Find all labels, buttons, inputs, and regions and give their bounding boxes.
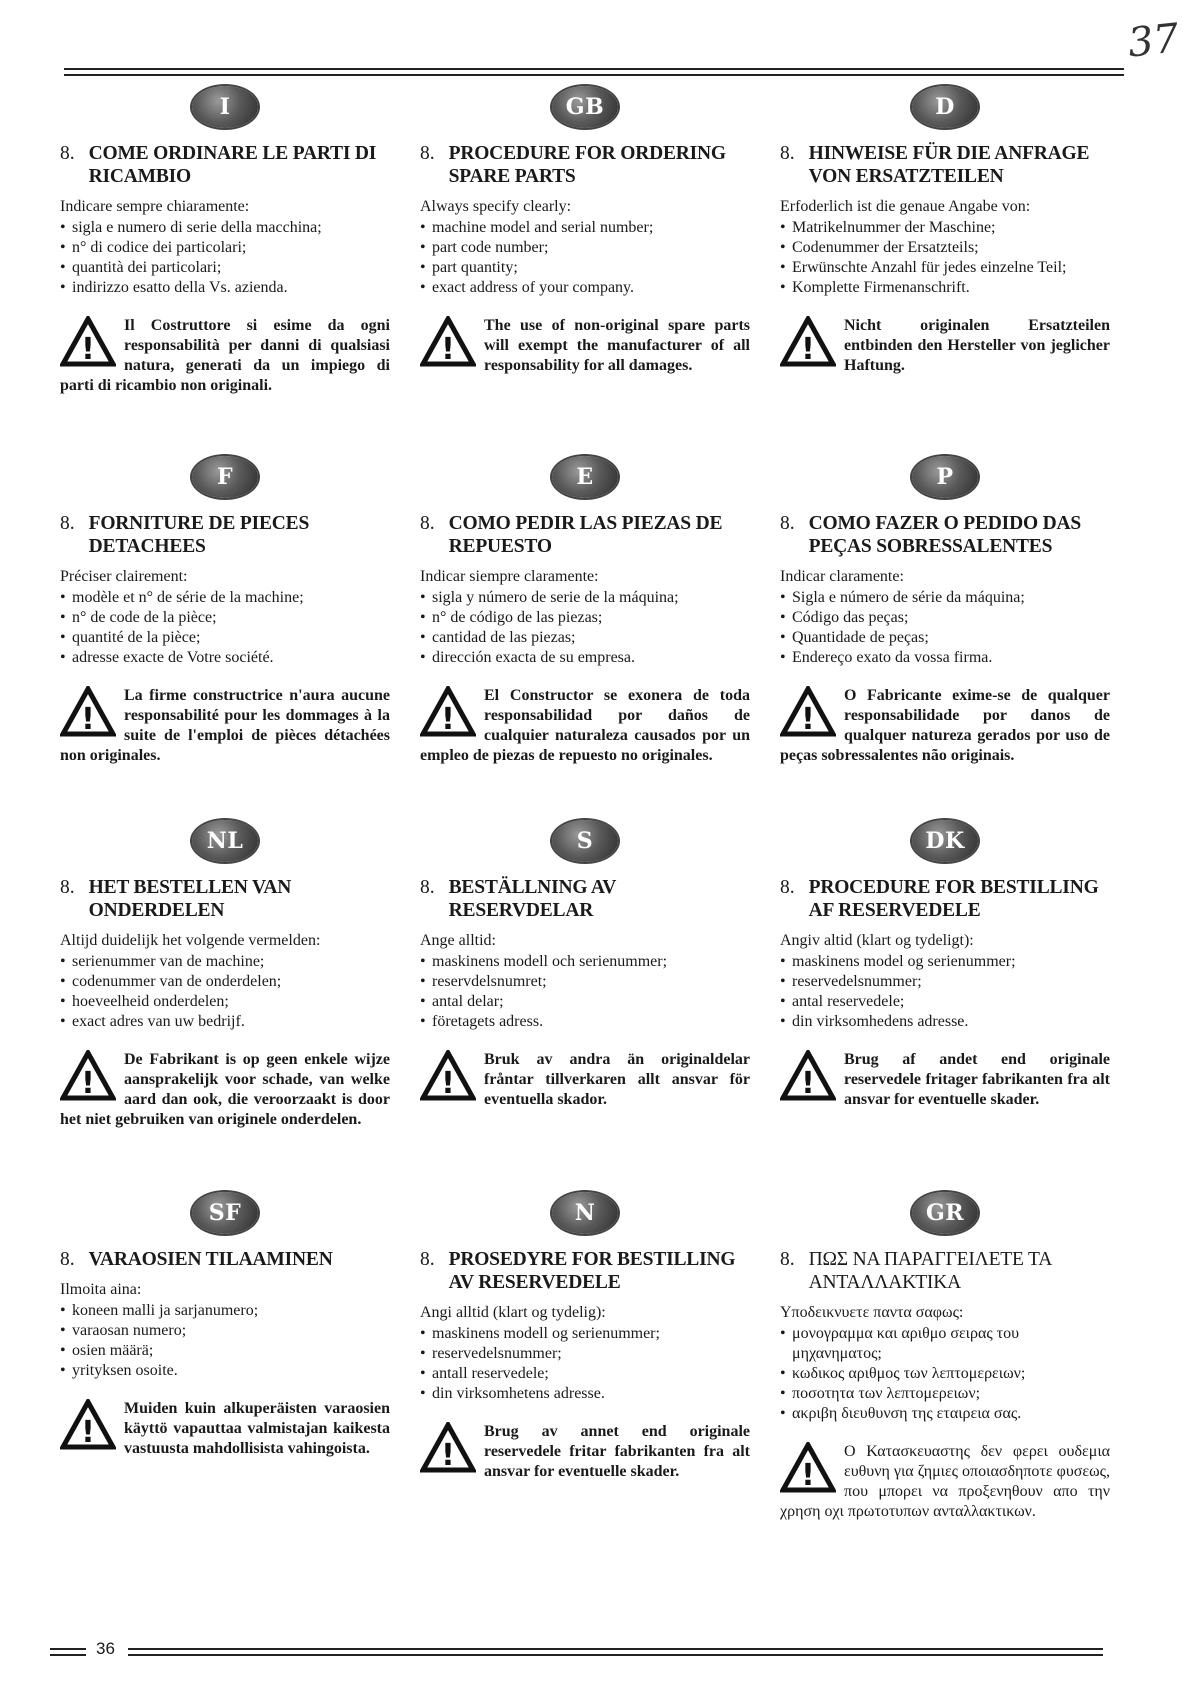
svg-text:!: ! — [81, 702, 95, 737]
list-item: • κωδικος αριθμος των λεπτομερειων; — [780, 1364, 1110, 1384]
warning-text: El Constructor se exonera de toda responsabilidad por daños de cualquier naturaleza causados por un empleo de piezas de repuesto no originales. — [420, 687, 750, 764]
warning-text: Nicht originalen Ersatzteilen entbinden den Hersteller von jeglicher Haftung. — [844, 317, 1110, 374]
section-english — [420, 86, 750, 376]
section-title: 8. VARAOSIEN TILAAMINEN — [60, 1249, 333, 1270]
language-badge: E — [552, 456, 618, 498]
svg-text:!: ! — [81, 1415, 95, 1450]
section-title: 8. BESTÄLLNING AV RESERVDELAR — [420, 877, 616, 921]
warning-text: Muiden kuin alkuperäisten varaosien käyttö vapauttaa valmistajan kaikesta vastuusta mahdollisista vahingoista. — [124, 1400, 390, 1457]
item-list — [60, 218, 390, 298]
list-item: • osien määrä; — [60, 1341, 390, 1361]
item-list — [780, 588, 1110, 668]
item-list — [60, 1301, 390, 1381]
warning-block — [420, 316, 750, 376]
intro-text: Indicar claramente: — [780, 568, 904, 585]
svg-text:!: ! — [801, 1066, 815, 1101]
list-item: • serienummer van de machine; — [60, 952, 390, 972]
section-title: 8. PROSEDYRE FOR BESTILLING AV RESERVEDELE — [420, 1249, 736, 1293]
warning-triangle-icon — [60, 1050, 116, 1102]
list-item: • sigla e numero di serie della macchina; — [60, 218, 390, 238]
svg-text:!: ! — [801, 702, 815, 737]
warning-block — [420, 1050, 750, 1110]
language-badge: SF — [192, 1192, 258, 1234]
list-item: • machine model and serial number; — [420, 218, 750, 238]
svg-text:!: ! — [441, 1066, 455, 1101]
list-item: • cantidad de las piezas; — [420, 628, 750, 648]
section-german — [780, 86, 1110, 376]
warning-triangle-icon — [420, 1050, 476, 1102]
section-swedish — [420, 820, 750, 1110]
section-french — [60, 456, 390, 766]
list-item: • codenummer van de onderdelen; — [60, 972, 390, 992]
warning-text: Il Costruttore si esime da ogni responsabilità per danni di qualsiasi natura, generati da un impiego di parti di ricambio non originali. — [60, 317, 390, 394]
list-item: • Erwünschte Anzahl für jedes einzelne Teil; — [780, 258, 1110, 278]
warning-triangle-icon — [420, 686, 476, 738]
warning-triangle-icon — [780, 1442, 836, 1494]
section-title: 8. HET BESTELLEN VAN ONDERDELEN — [60, 877, 292, 921]
section-italian — [60, 86, 390, 396]
warning-block — [60, 1050, 390, 1130]
page-number: 36 — [96, 1639, 115, 1658]
list-item: • Codenummer der Ersatzteils; — [780, 238, 1110, 258]
list-item: • maskinens modell och serienummer; — [420, 952, 750, 972]
section-title: 8. PROCEDURE FOR BESTILLING AF RESERVEDELE — [780, 877, 1099, 921]
list-item: • quantité de la pièce; — [60, 628, 390, 648]
top-rule — [64, 68, 1124, 76]
warning-triangle-icon — [60, 316, 116, 368]
language-badge: I — [192, 86, 258, 128]
warning-text: The use of non-original spare parts will exempt the manufacturer of all responsability for all damages. — [484, 317, 750, 374]
language-badge: F — [192, 456, 258, 498]
language-badge: GB — [552, 86, 618, 128]
list-item: • reservedelsnummer; — [780, 972, 1110, 992]
language-badge: N — [552, 1192, 618, 1234]
warning-block — [780, 1050, 1110, 1110]
warning-text: O Κατασκευαστης δεν φερει ουδεμια ευθυνη για ζημιες οποιασδηποτε φυσεως, που μπορει να προξενηθουν απο την χρηση οχι πρωτοτυπων ανταλλακτικων. — [780, 1443, 1110, 1520]
svg-text:!: ! — [441, 702, 455, 737]
warning-block — [780, 316, 1110, 376]
language-badge: DK — [912, 820, 978, 862]
section-finnish — [60, 1192, 390, 1459]
footer-rule — [128, 1648, 1103, 1656]
list-item: • reservedelsnummer; — [420, 1344, 750, 1364]
svg-text:!: ! — [441, 332, 455, 367]
warning-block — [60, 1399, 390, 1459]
list-item: • yrityksen osoite. — [60, 1361, 390, 1381]
svg-text:!: ! — [81, 332, 95, 367]
section-portuguese — [780, 456, 1110, 766]
list-item: • ακριβη διευθυνση της εταιρεια σας. — [780, 1404, 1110, 1424]
warning-block — [420, 1422, 750, 1482]
list-item: • exact adres van uw bedrijf. — [60, 1012, 390, 1032]
section-norwegian — [420, 1192, 750, 1482]
section-title: 8. COMO PEDIR LAS PIEZAS DE REPUESTO — [420, 513, 723, 557]
list-item: • n° de code de la pièce; — [60, 608, 390, 628]
list-item: • exact address of your company. — [420, 278, 750, 298]
warning-text: Bruk av andra än originaldelar fråntar tillverkaren allt ansvar för eventuella skador. — [484, 1051, 750, 1108]
language-badge: D — [912, 86, 978, 128]
item-list — [780, 1324, 1110, 1424]
list-item: • antal reservedele; — [780, 992, 1110, 1012]
intro-text: Ange alltid: — [420, 932, 496, 949]
intro-text: Υποδεικνυετε παντα σαφως: — [780, 1304, 964, 1321]
item-list — [420, 1324, 750, 1404]
list-item: • maskinens model og serienummer; — [780, 952, 1110, 972]
intro-text: Indicar siempre claramente: — [420, 568, 599, 585]
language-badge: S — [552, 820, 618, 862]
svg-text:!: ! — [801, 332, 815, 367]
intro-text: Indicare sempre chiaramente: — [60, 198, 250, 215]
list-item: • sigla y número de serie de la máquina; — [420, 588, 750, 608]
intro-text: Erfoderlich ist die genaue Angabe von: — [780, 198, 1031, 215]
item-list — [420, 588, 750, 668]
warning-triangle-icon — [780, 686, 836, 738]
warning-triangle-icon — [420, 1422, 476, 1474]
list-item: • adresse exacte de Votre société. — [60, 648, 390, 668]
svg-text:!: ! — [441, 1438, 455, 1473]
list-item: • μονογραμμα και αριθμο σειρας του μηχανηματος; — [780, 1324, 1110, 1364]
list-item: • part quantity; — [420, 258, 750, 278]
warning-triangle-icon — [60, 1399, 116, 1451]
list-item: • ποσοτητα των λεπτομερειων; — [780, 1384, 1110, 1404]
svg-text:!: ! — [81, 1066, 95, 1101]
intro-text: Altijd duidelijk het volgende vermelden: — [60, 932, 321, 949]
list-item: • part code number; — [420, 238, 750, 258]
list-item: • quantità dei particolari; — [60, 258, 390, 278]
warning-triangle-icon — [60, 686, 116, 738]
intro-text: Angi alltid (klart og tydelig): — [420, 1304, 606, 1321]
warning-triangle-icon — [420, 316, 476, 368]
section-title: 8. HINWEISE FÜR DIE ANFRAGE VON ERSATZTEILEN — [780, 143, 1090, 187]
intro-text: Always specify clearly: — [420, 198, 572, 215]
list-item: • modèle et n° de série de la machine; — [60, 588, 390, 608]
warning-block — [60, 316, 390, 396]
list-item: • Quantidade de peças; — [780, 628, 1110, 648]
warning-text: De Fabrikant is op geen enkele wijze aansprakelijk voor schade, van welke aard dan ook, die veroorzaakt is door het niet gebruiken van originele onderdelen. — [60, 1051, 390, 1128]
list-item: • varaosan numero; — [60, 1321, 390, 1341]
section-greek — [780, 1192, 1110, 1522]
list-item: • Sigla e número de série da máquina; — [780, 588, 1110, 608]
language-badge: NL — [192, 820, 258, 862]
list-item: • n° de código de las piezas; — [420, 608, 750, 628]
list-item: • antal delar; — [420, 992, 750, 1012]
corner-page-mark: 37 — [1125, 15, 1182, 67]
item-list — [60, 952, 390, 1032]
language-badge: GR — [912, 1192, 978, 1234]
language-badge: P — [912, 456, 978, 498]
warning-triangle-icon — [780, 1050, 836, 1102]
section-danish — [780, 820, 1110, 1110]
list-item: • koneen malli ja sarjanumero; — [60, 1301, 390, 1321]
section-title: 8. PROCEDURE FOR ORDERING SPARE PARTS — [420, 143, 726, 187]
section-spanish — [420, 456, 750, 766]
item-list — [420, 218, 750, 298]
section-title: 8. FORNITURE DE PIECES DETACHEES — [60, 513, 310, 557]
section-title: 8. ΠΩΣ ΝΑ ΠΑΡΑΓΓΕΙΛΕΤΕ ΤΑ ΑΝΤΑΛΛΑΚΤΙΚΑ — [780, 1249, 1052, 1293]
section-dutch — [60, 820, 390, 1130]
item-list — [420, 952, 750, 1032]
item-list — [780, 952, 1110, 1032]
warning-block — [60, 686, 390, 766]
svg-text:!: ! — [801, 1458, 815, 1493]
list-item: • företagets adress. — [420, 1012, 750, 1032]
warning-text: O Fabricante exime-se de qualquer responsabilidade por danos de qualquer natureza gerados por uso de peças sobressalentes não originais. — [780, 687, 1110, 764]
list-item: • antall reservedele; — [420, 1364, 750, 1384]
list-item: • n° di codice dei particolari; — [60, 238, 390, 258]
section-title: 8. COME ORDINARE LE PARTI DI RICAMBIO — [60, 143, 377, 187]
list-item: • reservdelsnumret; — [420, 972, 750, 992]
intro-text: Ilmoita aina: — [60, 1281, 142, 1298]
warning-text: Brug af andet end originale reservedele fritager fabrikanten fra alt ansvar for eventuelle skader. — [844, 1051, 1110, 1108]
warning-block — [780, 1442, 1110, 1522]
warning-block — [780, 686, 1110, 766]
list-item: • maskinens modell og serienummer; — [420, 1324, 750, 1344]
list-item: • Matrikelnummer der Maschine; — [780, 218, 1110, 238]
list-item: • hoeveelheid onderdelen; — [60, 992, 390, 1012]
intro-text: Angiv altid (klart og tydeligt): — [780, 932, 974, 949]
list-item: • Endereço exato da vossa firma. — [780, 648, 1110, 668]
warning-triangle-icon — [780, 316, 836, 368]
list-item: • din virksomhetens adresse. — [420, 1384, 750, 1404]
section-title: 8. COMO FAZER O PEDIDO DAS PEÇAS SOBRESSALENTES — [780, 513, 1082, 557]
item-list — [780, 218, 1110, 298]
warning-text: Brug av annet end originale reservedele fritar fabrikanten fra alt ansvar for eventuelle skader. — [484, 1423, 750, 1480]
list-item: • Komplette Firmenanschrift. — [780, 278, 1110, 298]
list-item: • din virksomhedens adresse. — [780, 1012, 1110, 1032]
list-item: • dirección exacta de su empresa. — [420, 648, 750, 668]
warning-block — [420, 686, 750, 766]
list-item: • indirizzo esatto della Vs. azienda. — [60, 278, 390, 298]
intro-text: Préciser clairement: — [60, 568, 188, 585]
list-item: • Código das peças; — [780, 608, 1110, 628]
warning-text: La firme constructrice n'aura aucune responsabilité pour les dommages à la suite de l'emploi de pièces détachées non originales. — [60, 687, 390, 764]
footer-dash — [50, 1648, 86, 1656]
item-list — [60, 588, 390, 668]
